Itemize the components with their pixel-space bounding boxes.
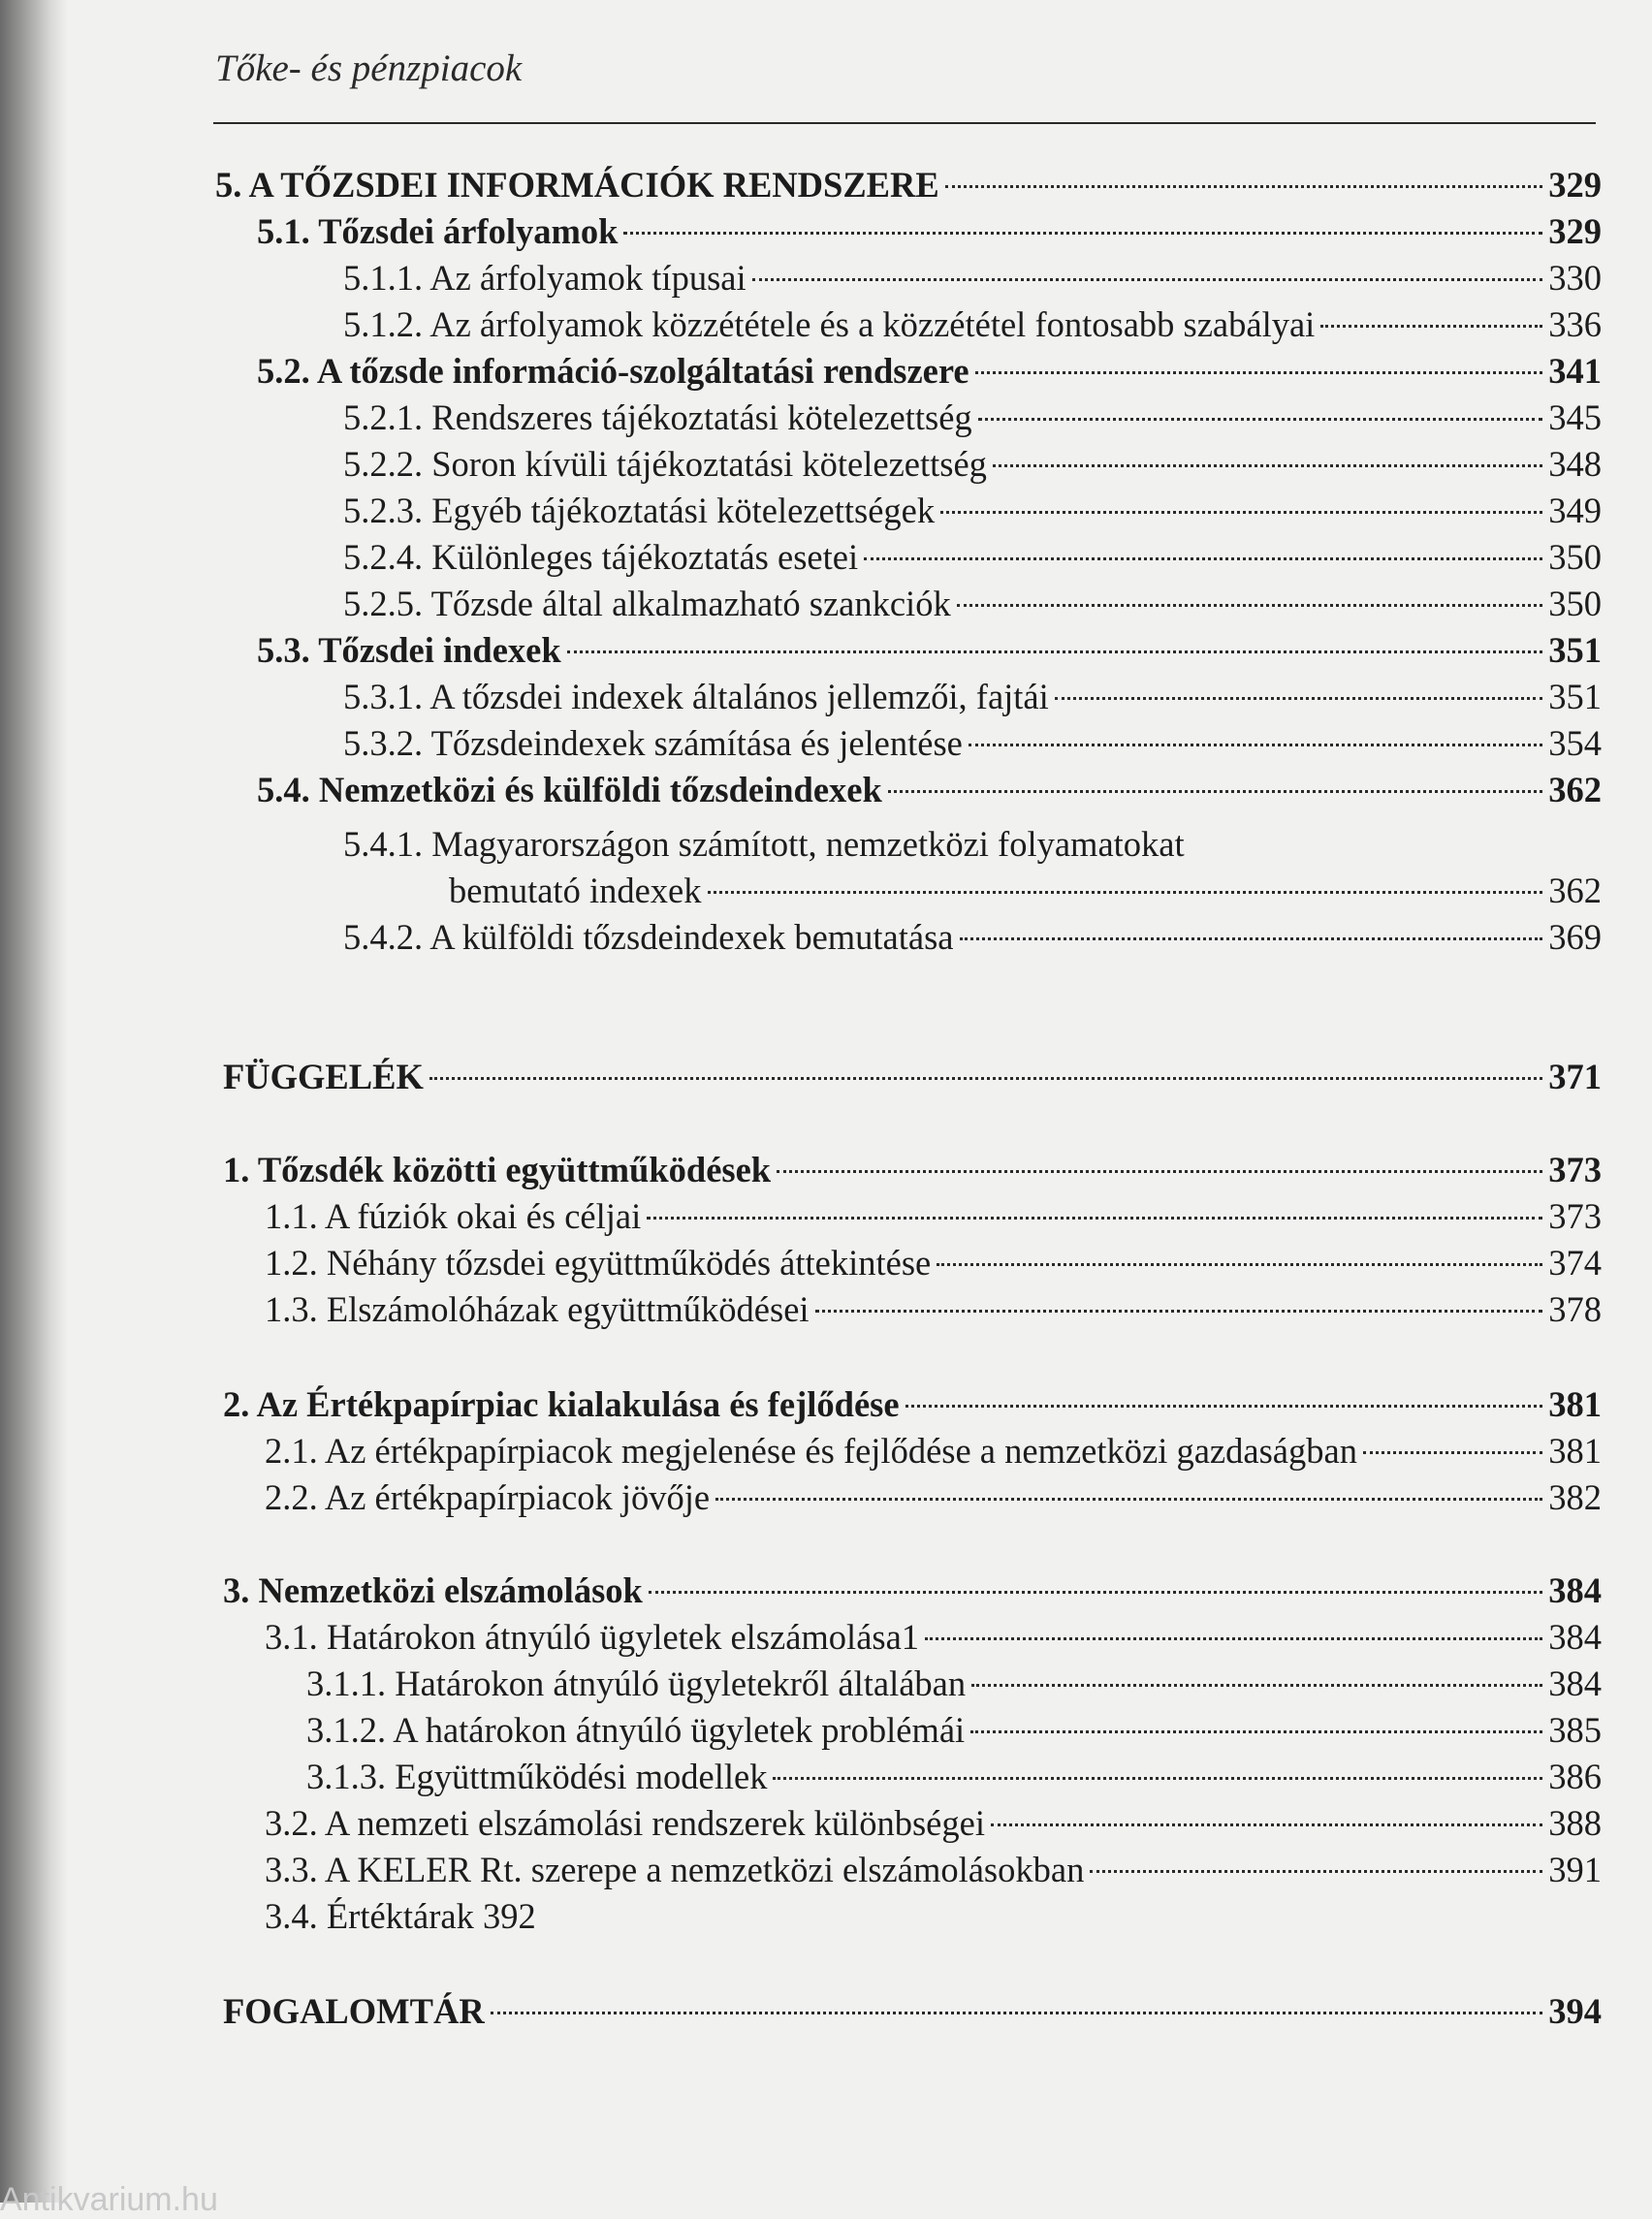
running-header: Tőke- és pénzpiacok: [215, 48, 523, 89]
toc-entry-page: 384: [1548, 1570, 1602, 1610]
toc-entry-page: 350: [1548, 584, 1602, 623]
toc-entry-title: 5.1. Tőzsdei árfolyamok: [257, 211, 619, 251]
toc-entry-page: 388: [1548, 1803, 1602, 1843]
toc-entry-title: 5.1.1. Az árfolyamok típusai: [343, 258, 747, 298]
toc-entry-title: 5.1.2. Az árfolyamok közzététele és a közzététel fontosabb szabályai: [343, 304, 1316, 344]
toc-entry-5-4-1-line1: [343, 820, 1185, 869]
toc-entry-page: 350: [1548, 537, 1602, 577]
toc-entry-appendix-3-4: [265, 1892, 536, 1941]
toc-entry-page: 341: [1548, 351, 1602, 391]
dot-leader: [960, 936, 1543, 940]
toc-entry-page: 373: [1548, 1150, 1602, 1189]
toc-entry-5-3-2: [343, 719, 1602, 768]
dot-leader: [971, 1683, 1542, 1687]
toc-entry-appendix-3-2: [265, 1799, 1602, 1848]
toc-entry-fogalomtar: [223, 1987, 1602, 2036]
toc-entry-appendix-3-1-2: [306, 1706, 1602, 1755]
toc-entry-page: 394: [1548, 1991, 1602, 2031]
toc-entry-appendix-1-1: [265, 1192, 1602, 1241]
toc-entry-appendix-3-1-3: [306, 1753, 1602, 1801]
toc-entry-title: 5. A TŐZSDEI INFORMÁCIÓK RENDSZERE: [215, 165, 939, 205]
dot-leader: [925, 1636, 1542, 1640]
toc-entry-title: 2.2. Az értékpapírpiacok jövője: [265, 1477, 711, 1517]
toc-entry-5-2-2: [343, 440, 1602, 489]
toc-entry-title: 3.2. A nemzeti elszámolási rendszerek különbségei: [265, 1803, 985, 1843]
dot-leader: [864, 556, 1542, 560]
toc-entry-appendix-1-3: [265, 1285, 1602, 1334]
toc-entry-page: 391: [1548, 1850, 1602, 1889]
toc-entry-title: 2.1. Az értékpapírpiacok megjelenése és fejlődése a nemzetközi gazdaságban: [265, 1431, 1357, 1471]
dot-leader: [491, 2011, 1543, 2014]
toc-entry-title: 3.1.2. A határokon átnyúló ügyletek problémái: [306, 1710, 966, 1750]
toc-entry-page: 354: [1548, 723, 1602, 763]
toc-entry-page: 385: [1548, 1710, 1602, 1750]
toc-entry-page: 382: [1548, 1477, 1602, 1517]
dot-leader: [991, 1823, 1542, 1826]
toc-entry-page: 351: [1548, 630, 1602, 670]
toc-entry-title: 2. Az Értékpapírpiac kialakulása és fejlődése: [223, 1384, 900, 1424]
toc-entry-page: 348: [1548, 444, 1602, 484]
toc-entry-5-1-1: [343, 254, 1602, 302]
dot-leader: [752, 277, 1543, 281]
toc-entry-appendix-2-1: [265, 1427, 1602, 1475]
toc-entry-appendix-3: [223, 1567, 1602, 1615]
dot-leader: [429, 1076, 1542, 1080]
toc-entry-title: 5.2. A tőzsde információ-szolgáltatási rendszere: [257, 351, 969, 391]
toc-entry-title: 3.1. Határokon átnyúló ügyletek elszámolása1: [265, 1617, 920, 1657]
dot-leader: [647, 1216, 1542, 1220]
toc-entry-chapter-5: [215, 161, 1602, 209]
toc-entry-title: 1.3. Elszámolóházak együttműködései: [265, 1289, 810, 1329]
toc-entry-fuggelek: [223, 1053, 1602, 1101]
toc-entry-5-4: [257, 766, 1602, 814]
toc-entry-5-2-1: [343, 394, 1602, 442]
dot-leader: [993, 463, 1542, 467]
toc-entry-appendix-3-1-1: [306, 1660, 1602, 1708]
toc-entry-title: 5.4. Nemzetközi és külföldi tőzsdeindexek: [257, 770, 882, 809]
toc-entry-page: 330: [1548, 258, 1602, 298]
toc-entry-title: FOGALOMTÁR: [223, 1991, 485, 2031]
toc-entry-page: 371: [1548, 1057, 1602, 1096]
toc-entry-title: 5.2.3. Egyéb tájékoztatási kötelezettségek: [343, 491, 936, 530]
toc-entry-5-3: [257, 626, 1602, 675]
toc-entry-title: 3.4. Értéktárak 392: [265, 1896, 536, 1936]
dot-leader: [970, 1729, 1542, 1733]
toc-entry-page: 373: [1548, 1196, 1602, 1236]
toc-entry-title: 3.3. A KELER Rt. szerepe a nemzetközi elszámolásokban: [265, 1850, 1085, 1889]
toc-entry-title: 5.4.1. Magyarországon számított, nemzetközi folyamatokat: [343, 824, 1185, 864]
toc-entry-5-1-2: [343, 301, 1602, 349]
toc-entry-page: 349: [1548, 491, 1602, 530]
toc-entry-page: 381: [1548, 1431, 1602, 1471]
dot-leader: [649, 1590, 1542, 1594]
toc-entry-5-2: [257, 347, 1602, 396]
toc-entry-title: 1.1. A fúziók okai és céljai: [265, 1196, 642, 1236]
toc-entry-page: 384: [1548, 1617, 1602, 1657]
toc-entry-page: 345: [1548, 397, 1602, 437]
toc-entry-appendix-1: [223, 1146, 1602, 1194]
toc-entry-title: 5.2.4. Különleges tájékoztatás esetei: [343, 537, 859, 577]
toc-entry-5-4-1-line2: [449, 867, 1602, 915]
toc-entry-title: 1. Tőzsdék közötti együttműködések: [223, 1150, 772, 1189]
toc-entry-page: 381: [1548, 1384, 1602, 1424]
toc-entry-title: 3.1.1. Határokon átnyúló ügyletekről általában: [306, 1664, 967, 1703]
dot-leader: [945, 184, 1543, 188]
dot-leader: [937, 1262, 1542, 1266]
dot-leader: [969, 743, 1542, 746]
dot-leader: [715, 1497, 1542, 1501]
dot-leader: [623, 231, 1542, 235]
dot-leader: [777, 1169, 1542, 1173]
toc-entry-title: 5.3. Tőzsdei indexek: [257, 630, 561, 670]
toc-entry-page: 329: [1548, 211, 1602, 251]
toc-entry-appendix-3-3: [265, 1846, 1602, 1894]
toc-entry-page: 329: [1548, 165, 1602, 205]
dot-leader: [957, 603, 1543, 607]
toc-entry-title: 5.2.5. Tőzsde által alkalmazható szankciók: [343, 584, 951, 623]
toc-entry-page: 386: [1548, 1757, 1602, 1796]
toc-entry-page: 374: [1548, 1243, 1602, 1283]
toc-entry-5-3-1: [343, 673, 1602, 721]
dot-leader: [975, 370, 1543, 374]
dot-leader: [978, 417, 1543, 421]
toc-entry-page: 384: [1548, 1664, 1602, 1703]
dot-leader: [1090, 1869, 1542, 1873]
toc-entry-5-2-4: [343, 533, 1602, 582]
toc-entry-page: 369: [1548, 917, 1602, 957]
dot-leader: [1363, 1450, 1542, 1454]
toc-entry-appendix-2: [223, 1380, 1602, 1429]
dot-leader: [1055, 696, 1542, 700]
toc-entry-5-2-5: [343, 580, 1602, 628]
toc-entry-5-4-2: [343, 913, 1602, 962]
toc-entry-page: 362: [1548, 770, 1602, 809]
toc-entry-5-1: [257, 207, 1602, 256]
dot-leader: [708, 890, 1543, 894]
dot-leader: [773, 1776, 1542, 1780]
dot-leader: [567, 650, 1543, 653]
toc-entry-page: 336: [1548, 304, 1602, 344]
toc-entry-5-2-3: [343, 487, 1602, 535]
toc-entry-title: 3. Nemzetközi elszámolások: [223, 1570, 643, 1610]
dot-leader: [888, 789, 1542, 793]
toc-entry-title: 5.3.1. A tőzsdei indexek általános jellemzői, fajtái: [343, 677, 1049, 716]
toc-entry-title: 1.2. Néhány tőzsdei együttműködés áttekintése: [265, 1243, 932, 1283]
dot-leader: [905, 1404, 1543, 1408]
toc-entry-page: 351: [1548, 677, 1602, 716]
toc-entry-title: bemutató indexek: [449, 871, 702, 910]
toc-entry-title: 5.4.2. A külföldi tőzsdeindexek bemutatása: [343, 917, 954, 957]
toc-entry-appendix-1-2: [265, 1239, 1602, 1287]
toc-entry-title: 3.1.3. Együttműködési modellek: [306, 1757, 768, 1796]
dot-leader: [815, 1309, 1543, 1313]
dot-leader: [1320, 324, 1542, 328]
toc-entry-appendix-2-2: [265, 1474, 1602, 1522]
toc-entry-appendix-3-1: [265, 1613, 1602, 1662]
toc-entry-title: FÜGGELÉK: [223, 1057, 424, 1096]
toc-entry-title: 5.2.1. Rendszeres tájékoztatási kötelezettség: [343, 397, 972, 437]
toc-entry-page: 378: [1548, 1289, 1602, 1329]
toc-entry-title: 5.2.2. Soron kívüli tájékoztatási kötelezettség: [343, 444, 987, 484]
toc-entry-page: 362: [1548, 871, 1602, 910]
toc-entry-title: 5.3.2. Tőzsdeindexek számítása és jelentése: [343, 723, 963, 763]
watermark: Antikvarium.hu: [0, 2181, 218, 2218]
dot-leader: [940, 510, 1542, 514]
